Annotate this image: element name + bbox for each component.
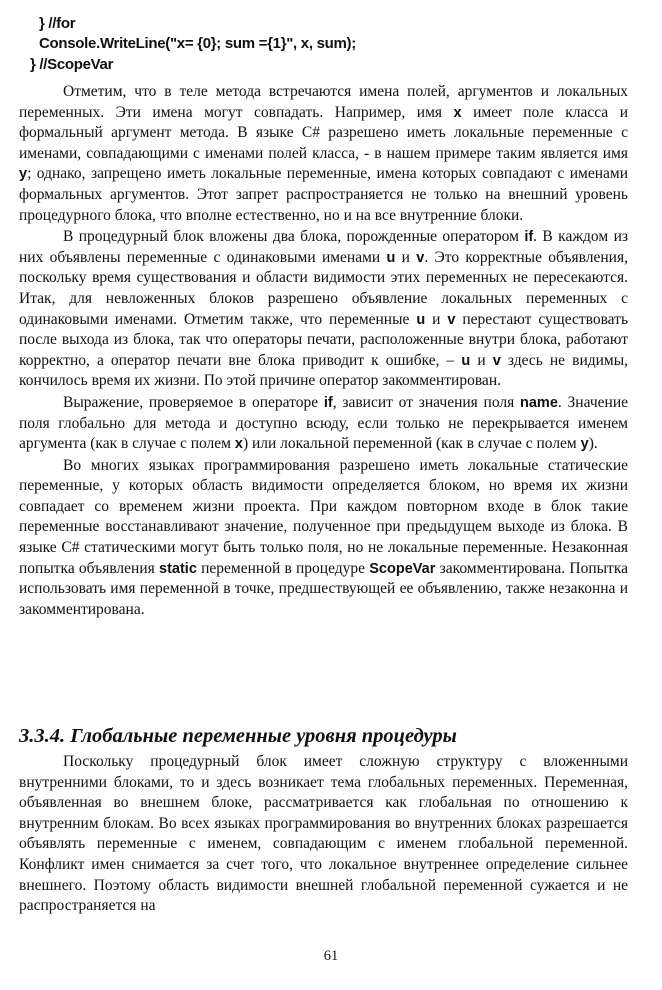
code-keyword: v — [492, 352, 501, 369]
body-text-block — [19, 82, 628, 621]
code-keyword: if — [524, 229, 534, 246]
code-keyword: u — [461, 352, 471, 369]
code-keyword: v — [447, 311, 456, 328]
body-text-block-2 — [19, 752, 628, 918]
paragraph-local-names: Отметим, что в теле метода встречаются имена полей, аргументов и локальных переменных. Эти имена могут совпадать. Например, имя x имеет поле класса и формальный аргумент метода. В языке C# разрешено иметь локальные переменные с именами, совпадающими с именами полей класса, - в нашем примере таким является имя y; однако, запрещено иметь локальные переменные, имена которых совпадают с именами формальных аргументов. Этот запрет распространяется не только на внешний уровень процедурного блока, что вполне естественно, но и на все внутренние блоки. — [19, 83, 628, 224]
paragraph-nested-blocks: В процедурный блок вложены два блока, порожденные оператором if. В каждом из них объявлены переменные с одинаковыми именами u и v. Это корректные объявления, поскольку время существования и области видимости этих переменных не пересекаются. Итак, для невложенных блоков разрешено объявление локальных переменных с одинаковыми именами. Отметим также, что переменные u и v перестают существовать после выхода из блока, так что операторы печати, расположенные внутри блока, работают корректно, а оператор печати вне блока приводит к ошибке, – u и v здесь не видимы, кончилось время их жизни. По этой причине оператор закомментирован. — [19, 228, 629, 390]
code-keyword: name — [520, 394, 558, 411]
paragraph-if-expression: Выражение, проверяемое в операторе if, зависит от значения поля name. Значение поля глобально для метода и доступно всюду, если только не перекрывается именем аргумента (как в случае с полем x) или локальной переменной (как в случае с полем y). — [19, 393, 628, 453]
code-keyword: u — [386, 249, 396, 266]
code-keyword: u — [416, 311, 426, 328]
code-line-writeline: Console.WriteLine("x= {0}; sum ={1}", x, sum); — [39, 35, 356, 52]
code-keyword: ScopeVar — [369, 560, 436, 577]
code-keyword: if — [323, 394, 333, 411]
paragraph-global-vars: Поскольку процедурный блок имеет сложную структуру с вложенными внутренними блоками, то и здесь возникает тема глобальных переменных. Переменная, объявленная во внешнем блоке, рассматривается как глобальная по отношению к внутренним блокам. Во всех языках программирования во внутренних блоках разрешается объявлять переменные с именем, совпадающим с именем глобальной переменной. Конфликт имен снимается за счет того, что локальное внутреннее определение сильнее внешнего. Поэтому область видимости внешней глобальной переменной сужается и не распространяется на — [19, 753, 628, 915]
paragraph-static-vars: Во многих языках программирования разрешено иметь локальные статические переменные, у которых область видимости определяется блоком, но время их жизни совпадает со временем жизни проекта. При каждом повторном входе в блок такие переменные восстанавливают значение, полученное при предыдущем выходе из блока. В языке C# статическими могут быть только поля, но не локальные переменные. Незаконная попытка объявления static переменной в процедуре ScopeVar закомментирована. Попытка использовать имя переменной в точке, предшествующей ее объявлению, также незаконна и закомментирована. — [19, 456, 629, 618]
section-heading: 3.3.4. Глобальные переменные уровня процедуры — [19, 725, 457, 747]
code-keyword: x — [453, 104, 462, 121]
page-number: 61 — [323, 948, 339, 964]
code-line-for-end: } //for — [39, 15, 76, 32]
code-keyword: v — [416, 249, 425, 266]
code-keyword: y — [580, 436, 589, 453]
code-keyword: x — [234, 436, 243, 453]
code-keyword: y — [19, 166, 28, 183]
code-line-scopevar-end: } //ScopeVar — [30, 56, 114, 73]
code-keyword: static — [159, 560, 197, 577]
